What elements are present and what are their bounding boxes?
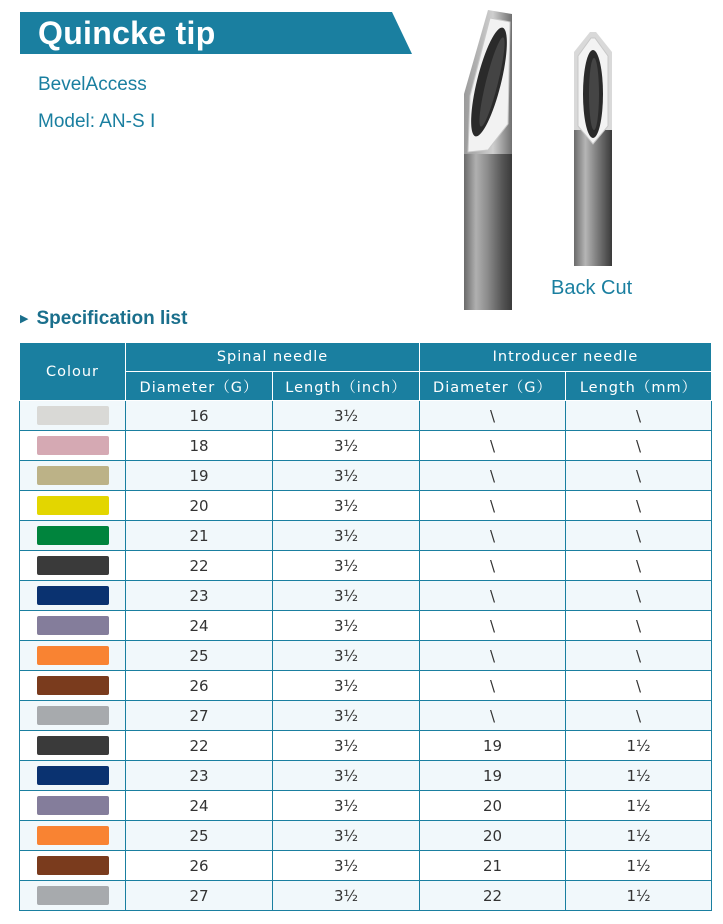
spinal-length-cell: 3½ (273, 671, 420, 701)
introducer-diameter-cell: 20 (420, 791, 566, 821)
spinal-diameter-cell: 25 (126, 641, 273, 671)
introducer-length-cell: \ (566, 521, 712, 551)
colour-cell (20, 701, 126, 731)
table-row (20, 521, 712, 551)
spinal-length-cell: 3½ (273, 821, 420, 851)
colour-swatch (37, 496, 109, 515)
spinal-diameter-cell: 27 (126, 701, 273, 731)
table-row (20, 611, 712, 641)
introducer-length-cell: 1½ (566, 761, 712, 791)
table-row (20, 641, 712, 671)
spinal-diameter-cell: 24 (126, 611, 273, 641)
table-row (20, 851, 712, 881)
colour-cell (20, 521, 126, 551)
colour-cell (20, 821, 126, 851)
spinal-length-cell: 3½ (273, 461, 420, 491)
colour-cell (20, 401, 126, 431)
introducer-diameter-cell: \ (420, 461, 566, 491)
introducer-diameter-cell: 22 (420, 881, 566, 911)
introducer-diameter-cell: 19 (420, 731, 566, 761)
spinal-diameter-cell: 16 (126, 401, 273, 431)
spinal-diameter-cell: 18 (126, 431, 273, 461)
spinal-length-cell: 3½ (273, 851, 420, 881)
spinal-diameter-cell: 26 (126, 851, 273, 881)
spinal-diameter-cell: 25 (126, 821, 273, 851)
colour-swatch (37, 526, 109, 545)
section-title (20, 308, 187, 330)
colour-cell (20, 671, 126, 701)
introducer-diameter-cell: \ (420, 491, 566, 521)
colour-cell (20, 611, 126, 641)
spinal-diameter-cell: 22 (126, 551, 273, 581)
introducer-length-cell: 1½ (566, 881, 712, 911)
introducer-diameter-cell: \ (420, 701, 566, 731)
colour-header: Colour (20, 343, 126, 401)
spinal-length-cell: 3½ (273, 641, 420, 671)
introducer-diameter-cell: 20 (420, 821, 566, 851)
introducer-length-cell: 1½ (566, 821, 712, 851)
table-row (20, 791, 712, 821)
introducer-diameter-cell: \ (420, 611, 566, 641)
introducer-length-cell: 1½ (566, 731, 712, 761)
spinal-diameter-cell: 27 (126, 881, 273, 911)
introducer-diameter-cell: \ (420, 521, 566, 551)
colour-swatch (37, 766, 109, 785)
spinal-diameter-cell: 19 (126, 461, 273, 491)
table-row (20, 821, 712, 851)
introducer-diameter-cell: \ (420, 431, 566, 461)
spinal-length-cell: 3½ (273, 521, 420, 551)
colour-cell (20, 581, 126, 611)
introducer-length-cell: \ (566, 431, 712, 461)
spinal-length-cell: 3½ (273, 731, 420, 761)
introducer-length-cell: \ (566, 641, 712, 671)
colour-swatch (37, 886, 109, 905)
introducer-diameter-cell: \ (420, 671, 566, 701)
spinal-diameter-cell: 23 (126, 581, 273, 611)
colour-swatch (37, 406, 109, 425)
brand-name: BevelAccess (38, 74, 147, 95)
needle-tip-icon (458, 4, 518, 310)
table-row (20, 701, 712, 731)
colour-cell (20, 881, 126, 911)
colour-swatch (37, 826, 109, 845)
specification-table (19, 342, 712, 911)
spinal-length-cell: 3½ (273, 491, 420, 521)
spinal-diameter-header: Diameter（G） (126, 372, 273, 401)
colour-swatch (37, 736, 109, 755)
colour-swatch (37, 856, 109, 875)
colour-cell (20, 761, 126, 791)
back-cut-label: Back Cut (551, 277, 633, 299)
introducer-length-cell: \ (566, 611, 712, 641)
table-row (20, 491, 712, 521)
table-row (20, 551, 712, 581)
spinal-length-cell: 3½ (273, 401, 420, 431)
introducer-diameter-cell: 19 (420, 761, 566, 791)
spinal-length-cell: 3½ (273, 611, 420, 641)
table-row (20, 731, 712, 761)
section-title-text: Specification list (36, 308, 188, 329)
spinal-length-cell: 3½ (273, 701, 420, 731)
spinal-needle-header: Spinal needle (126, 343, 420, 372)
spinal-length-cell: 3½ (273, 431, 420, 461)
colour-swatch (37, 586, 109, 605)
table-row (20, 461, 712, 491)
model-number: Model: AN-S Ⅰ (38, 111, 156, 132)
spinal-diameter-cell: 23 (126, 761, 273, 791)
introducer-length-cell: 1½ (566, 851, 712, 881)
needle-back-cut-icon (570, 30, 616, 266)
spinal-length-cell: 3½ (273, 581, 420, 611)
table-row (20, 431, 712, 461)
colour-swatch (37, 796, 109, 815)
table-row (20, 881, 712, 911)
introducer-length-cell: \ (566, 701, 712, 731)
introducer-diameter-cell: \ (420, 581, 566, 611)
introducer-length-header: Length（mm） (566, 372, 712, 401)
colour-cell (20, 731, 126, 761)
spinal-length-cell: 3½ (273, 881, 420, 911)
title-banner (20, 12, 412, 54)
spinal-diameter-cell: 26 (126, 671, 273, 701)
triangle-right-icon: ▶ (20, 313, 29, 325)
introducer-diameter-cell: \ (420, 641, 566, 671)
introducer-diameter-cell: 21 (420, 851, 566, 881)
table-body (20, 401, 712, 911)
colour-cell (20, 491, 126, 521)
introducer-needle-header: Introducer needle (420, 343, 712, 372)
colour-swatch (37, 706, 109, 725)
spinal-length-cell: 3½ (273, 791, 420, 821)
introducer-length-cell: \ (566, 671, 712, 701)
table-row (20, 401, 712, 431)
table-header-row (20, 343, 712, 372)
colour-cell (20, 791, 126, 821)
colour-swatch (37, 556, 109, 575)
colour-swatch (37, 676, 109, 695)
colour-swatch (37, 616, 109, 635)
colour-cell (20, 431, 126, 461)
spinal-length-cell: 3½ (273, 551, 420, 581)
spinal-length-header: Length（inch） (273, 372, 420, 401)
introducer-length-cell: 1½ (566, 791, 712, 821)
introducer-length-cell: \ (566, 551, 712, 581)
introducer-diameter-cell: \ (420, 401, 566, 431)
colour-cell (20, 641, 126, 671)
table-row (20, 761, 712, 791)
spinal-diameter-cell: 20 (126, 491, 273, 521)
introducer-diameter-header: Diameter（G） (420, 372, 566, 401)
page-title: Quincke tip (38, 15, 216, 51)
colour-cell (20, 551, 126, 581)
spinal-diameter-cell: 24 (126, 791, 273, 821)
introducer-length-cell: \ (566, 401, 712, 431)
colour-cell (20, 851, 126, 881)
colour-swatch (37, 646, 109, 665)
introducer-diameter-cell: \ (420, 551, 566, 581)
colour-cell (20, 461, 126, 491)
spinal-length-cell: 3½ (273, 761, 420, 791)
spinal-diameter-cell: 22 (126, 731, 273, 761)
table-row (20, 581, 712, 611)
table-row (20, 671, 712, 701)
spinal-diameter-cell: 21 (126, 521, 273, 551)
introducer-length-cell: \ (566, 461, 712, 491)
introducer-length-cell: \ (566, 581, 712, 611)
introducer-length-cell: \ (566, 491, 712, 521)
colour-swatch (37, 466, 109, 485)
colour-swatch (37, 436, 109, 455)
